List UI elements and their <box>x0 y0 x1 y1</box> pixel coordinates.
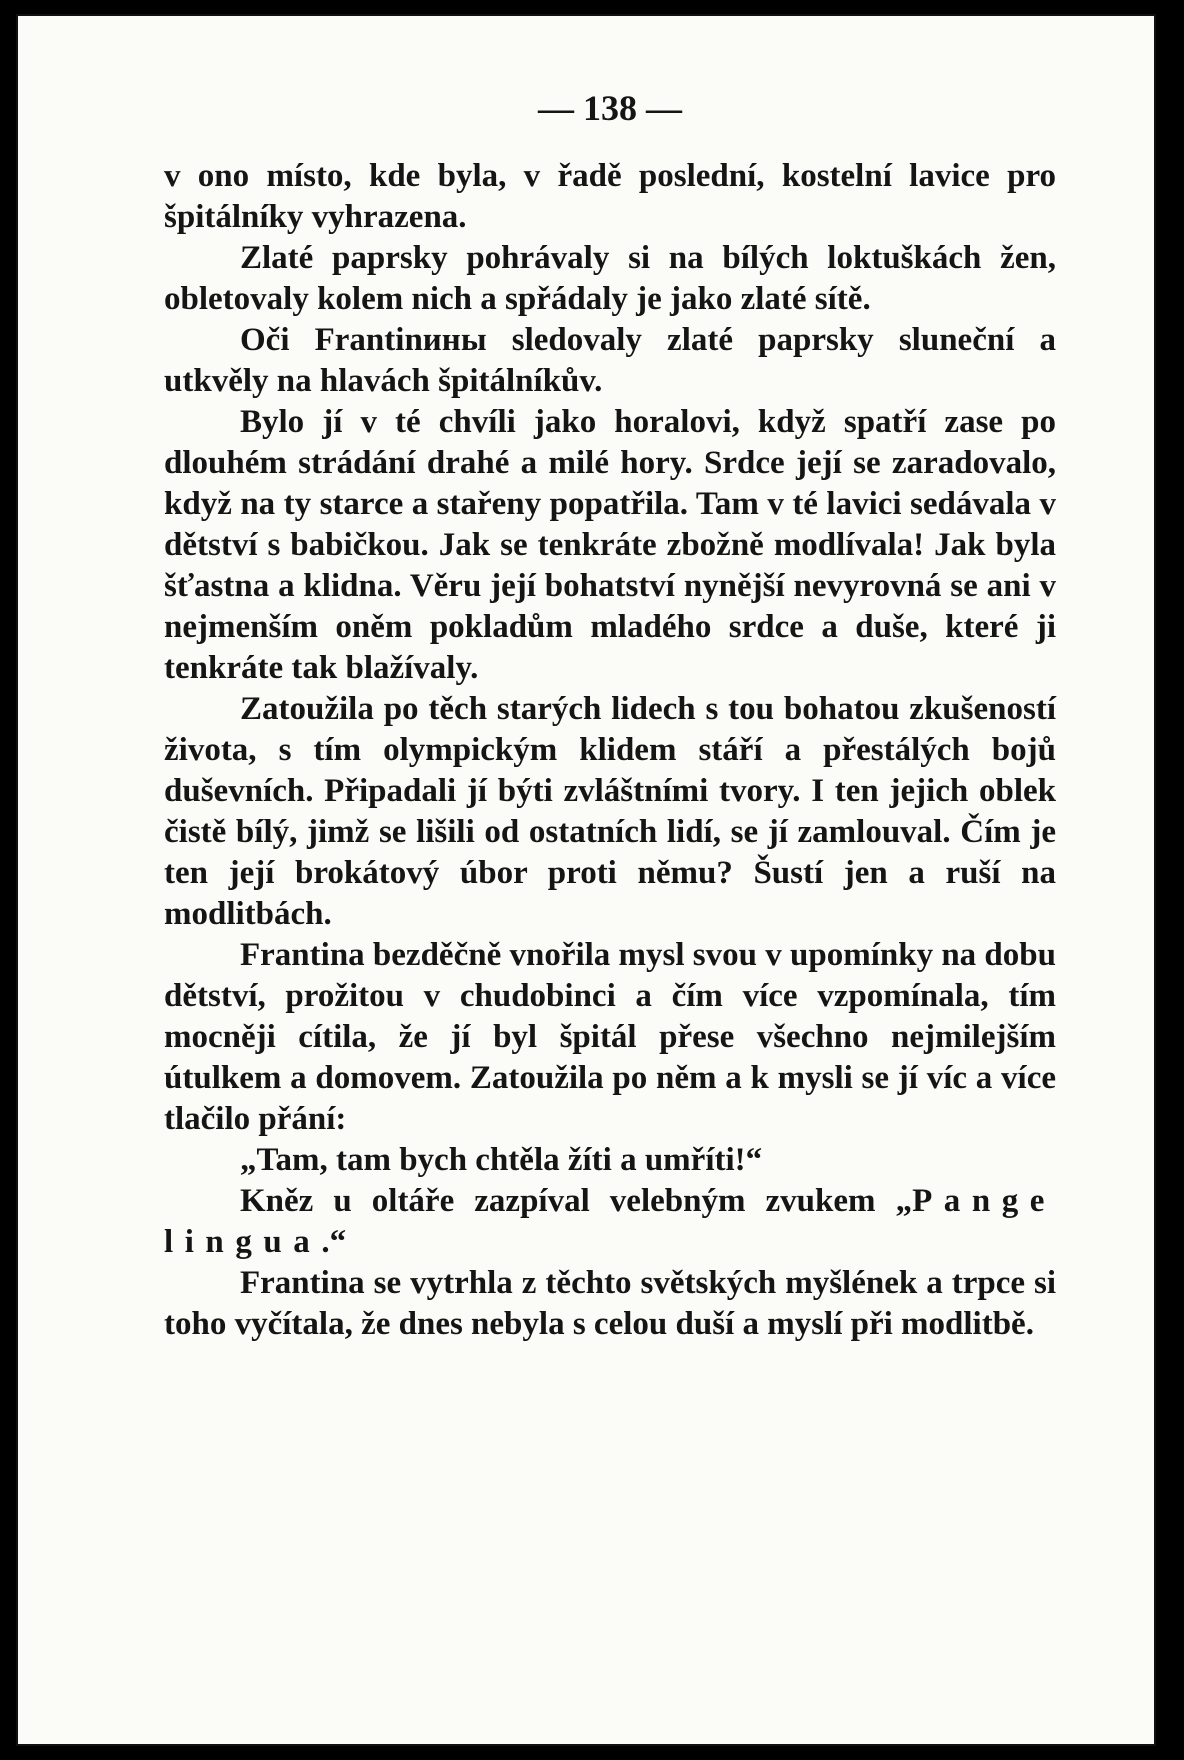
quote-paragraph: „Tam, tam bych chtěla žíti a umříti!“ <box>240 1142 763 1178</box>
paragraph: Frantina bezděčně vnořila mysl svou v upomínky na dobu dětství, prožitou v chudobinci a čím více vzpomínala, tím mocněji cítila, že jí byl špitál přese všechno nejmilejším útulkem a domovem. Zatoužila po něm a k mysli se jí víc a více tlačilo přání: <box>164 937 1056 1137</box>
paragraph: Oči Frantinины sledovaly zlaté paprsky sluneční a utkvěly na hlavách špitálníkův. <box>164 322 1056 399</box>
page-text-block <box>164 88 1056 1345</box>
book-page <box>16 14 1156 1746</box>
paragraph: v ono místo, kde byla, v řadě poslední, kostelní lavice pro špitálníky vyhrazena. <box>164 158 1056 235</box>
paragraph: Zlaté paprsky pohrávaly si na bílých loktuškách žen, obletovaly kolem nich a spřádaly je jako zlaté sítě. <box>164 240 1056 317</box>
paragraph: Bylo jí v té chvíli jako horalovi, když spatří zase po dlouhém strádání drahé a milé hory. Srdce její se zaradovalo, když na ty starce a stařeny popatřila. Tam v té lavici sedávala v dětství s babičkou. Jak se tenkráte zbožně modlívala! Jak byla šťastna a klidna. Věru její bohatství nynější nevyrovná se ani v nejmenším oněm pokladům mladého srdce a duše, které ji tenkráte tak blažívaly. <box>164 404 1056 686</box>
page-number: — 138 — <box>538 88 682 128</box>
paragraph: Frantina se vytrhla z těchto světských myšlének a trpce si toho vyčítala, že dnes nebyla s celou duší a myslí při modlitbě. <box>164 1265 1056 1342</box>
paragraph <box>164 1181 1056 1263</box>
paragraph-text: Kněz u oltáře zazpíval velebným zvukem „ <box>240 1183 913 1219</box>
spaced-latin-phrase: Pange lingua <box>164 1183 1056 1260</box>
paragraph: Zatoužila po těch starých lidech s tou bohatou zkušeností života, s tím olympickým klidem stáří a přestálých bojů duševních. Připadali jí býti zvláštními tvory. I ten jejich oblek čistě bílý, jimž se lišili od ostatních lidí, se jí zamlouval. Čím je ten její brokátový úbor proti němu? Šustí jen a ruší na modlitbách. <box>164 691 1056 932</box>
paragraph-text: .“ <box>321 1224 347 1260</box>
